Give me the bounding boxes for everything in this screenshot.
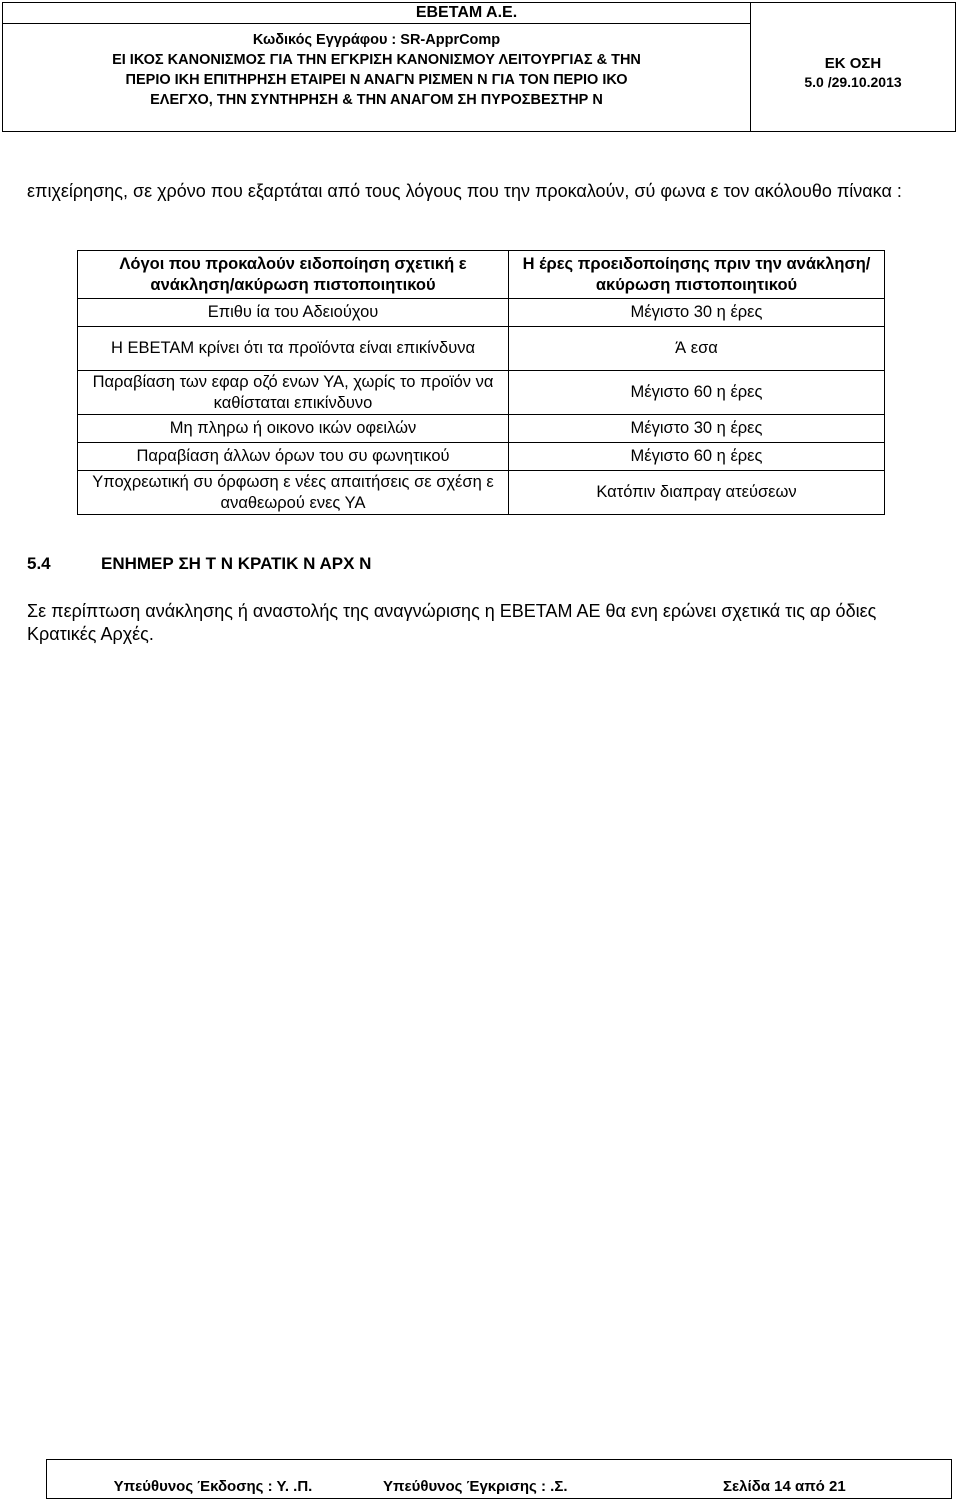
table-cell-days: Μέγιστο 30 η έρες [509,415,885,443]
table-cell-reason: Υποχρεωτική συ όρφωση ε νέες απαιτήσεις σε σχέση ε αναθεωρού ενες ΥΑ [78,471,509,515]
company-name: ΕΒΕΤΑΜ Α.Ε. [3,3,750,24]
document-title-line-3: ΕΛΕΓΧΟ, ΤΗΝ ΣΥΝΤΗΡΗΣΗ & ΤΗΝ ΑΝΑΓΟΜ ΣΗ ΠΥΡΟΣΒΕΣΤΗΡ Ν [150,92,603,108]
header-title-block [3,3,751,131]
table-cell-days: Ά εσα [509,327,885,371]
table-row [78,327,885,371]
intro-paragraph: επιχείρησης, σε χρόνο που εξαρτάται από τους λόγους που την προκαλούν, σύ φωνα ε τον ακόλουθο πίνακα : [27,181,902,201]
section-title: ΕΝΗΜΕΡ ΣΗ Τ Ν ΚΡΑΤΙΚ Ν ΑΡΧ Ν [101,554,372,573]
section-paragraph: Σε περίπτωση ανάκλησης ή αναστολής της αναγνώρισης η ΕΒΕΤΑΜ ΑΕ θα ενη ερώνει σχετικά τις αρ όδιες Κρατικές Αρχές. [27,601,877,644]
table-cell-days: Μέγιστο 60 η έρες [509,443,885,471]
document-title-line-1: ΕΙ ΙΚΟΣ ΚΑΝΟΝΙΣΜΟΣ ΓΙΑ ΤΗΝ ΕΓΚΡΙΣΗ ΚΑΝΟΝΙΣΜΟΥ ΛΕΙΤΟΥΡΓΙΑΣ & ΤΗΝ [112,52,641,68]
table-cell-reason: Παραβίαση των εφαρ οζό ενων ΥΑ, χωρίς το προϊόν να καθίσταται επικίνδυνο [78,371,509,415]
document-code: Κωδικός Εγγράφου : SR-ApprComp [252,32,501,48]
table-header-days: Η έρες προειδοποίησης πριν την ανάκληση/ακύρωση πιστοποιητικού [509,251,885,299]
section-heading [27,554,371,574]
table-cell-days: Κατόπιν διαπραγ ατεύσεων [509,471,885,515]
table-row [78,471,885,515]
edition-value: 5.0 /29.10.2013 [804,74,902,90]
edition-block [751,3,955,131]
table-row [78,415,885,443]
footer-approver: Υπεύθυνος Έγκρισης : .Σ. [383,1478,568,1495]
table-cell-days: Μέγιστο 60 η έρες [509,371,885,415]
document-title-line-2: ΠΕΡΙΟ ΙΚΗ ΕΠΙΤΗΡΗΣΗ ΕΤΑΙΡΕΙ Ν ΑΝΑΓΝ ΡΙΣΜΕΝ Ν ΓΙΑ ΤΟΝ ΠΕΡΙΟ ΙΚΟ [125,72,628,88]
table-header-row [78,251,885,299]
table-cell-reason: Μη πληρω ή οικονο ικών οφειλών [78,415,509,443]
footer-issuer: Υπεύθυνος Έκδοσης : Υ. .Π. [113,1478,313,1495]
footer-page-number: Σελίδα 14 από 21 [723,1478,846,1495]
table-cell-reason: Η ΕΒΕΤΑΜ κρίνει ότι τα προϊόντα είναι επικίνδυνα [78,327,509,371]
table-cell-days: Μέγιστο 30 η έρες [509,299,885,327]
document-footer [46,1459,952,1499]
table-cell-reason: Παραβίαση άλλων όρων του συ φωνητικού [78,443,509,471]
document-header [2,2,956,132]
section-number: 5.4 [27,554,51,573]
table-cell-reason: Επιθυ ία του Αδειούχου [78,299,509,327]
table-header-reasons: Λόγοι που προκαλούν ειδοποίηση σχετική ε ανάκληση/ακύρωση πιστοποιητικού [78,251,509,299]
notice-period-table [77,250,885,515]
edition-label: ΕΚ ΟΣΗ [824,55,882,72]
table-row [78,371,885,415]
table-row [78,299,885,327]
table-row [78,443,885,471]
